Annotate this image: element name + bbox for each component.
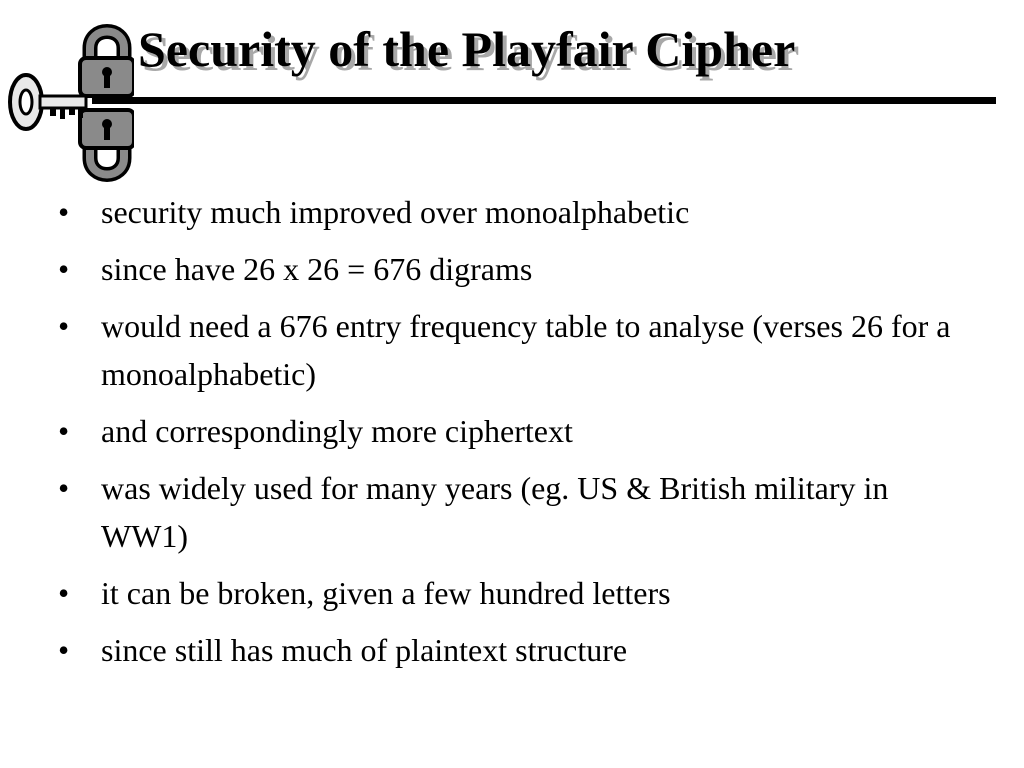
bullet-dot: • [58, 194, 70, 230]
bullet-text: was widely used for many years (eg. US & British military in WW1) [101, 470, 889, 554]
bullet-dot: • [58, 251, 70, 287]
bullet-text: since have 26 x 26 = 676 digrams [101, 251, 533, 287]
bullet-item [58, 188, 958, 236]
title-divider [92, 97, 996, 104]
bullet-item [58, 464, 958, 560]
bullet-dot: • [58, 632, 70, 668]
bullet-dot: • [58, 308, 70, 344]
bullet-text: security much improved over monoalphabetic [101, 194, 690, 230]
bullet-item [58, 302, 958, 398]
bullet-dot: • [58, 413, 70, 449]
bullet-item [58, 626, 958, 674]
slide-title: Security of the Playfair Cipher [138, 21, 796, 77]
bullet-text: since still has much of plaintext structure [101, 632, 628, 668]
bullet-dot: • [58, 470, 70, 506]
bullet-dot: • [58, 575, 70, 611]
bullet-text: it can be broken, given a few hundred letters [101, 575, 671, 611]
bullet-text: and correspondingly more ciphertext [101, 413, 573, 449]
bullet-item [58, 245, 958, 293]
bullet-text: would need a 676 entry frequency table to analyse (verses 26 for a monoalphabetic) [101, 308, 951, 392]
bullet-item [58, 569, 958, 617]
bullet-list [58, 188, 958, 683]
bullet-item [58, 407, 958, 455]
